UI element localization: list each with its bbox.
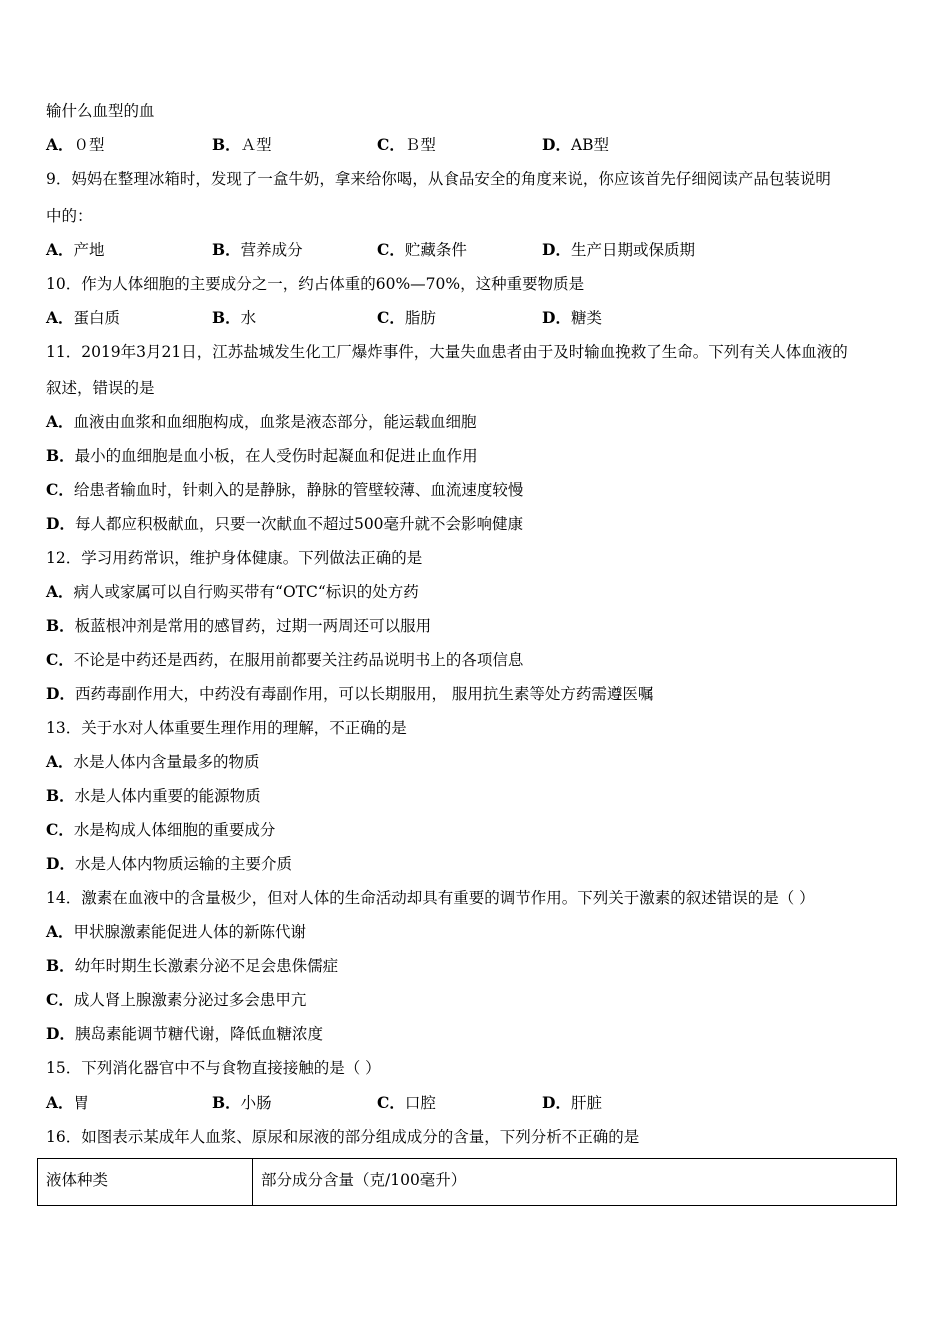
question-12-option-a: A．病人或家属可以自行购买带有“OTC“标识的处方药 xyxy=(46,582,419,601)
question-9-continuation: 中的： xyxy=(46,207,93,225)
option-a: A．蛋白质 xyxy=(46,308,121,327)
question-13-option-d: D．水是人体内物质运输的主要介质 xyxy=(46,854,292,873)
option-b: B．营养成分 xyxy=(212,240,303,259)
option-b: B．Ａ型 xyxy=(212,135,272,154)
option-d: D．AB型 xyxy=(542,135,610,154)
question-12-option-d: D．西药毒副作用大，中药没有毒副作用，可以长期服用， 服用抗生素等处方药需遵医嘱 xyxy=(46,684,654,703)
question-13-option-b: B．水是人体内重要的能源物质 xyxy=(46,786,261,805)
question-16: 16．如图表示某成年人血浆、原尿和尿液的部分组成成分的含量，下列分析不正确的是 xyxy=(46,1128,640,1146)
question-10: 10．作为人体细胞的主要成分之一，约占体重的60%—70%，这种重要物质是 xyxy=(46,275,585,293)
question-15: 15．下列消化器官中不与食物直接接触的是（ ） xyxy=(46,1059,381,1077)
question-12-option-b: B．板蓝根冲剂是常用的感冒药，过期一两周还可以服用 xyxy=(46,616,432,635)
option-d: D．肝脏 xyxy=(542,1093,602,1112)
question-11-option-c: C．给患者输血时，针刺入的是静脉，静脉的管壁较薄、血流速度较慢 xyxy=(46,480,524,499)
option-c: C．口腔 xyxy=(377,1093,436,1112)
question-14-option-b: B．幼年时期生长激素分泌不足会患侏儒症 xyxy=(46,956,339,975)
question-14-option-d: D．胰岛素能调节糖代谢，降低血糖浓度 xyxy=(46,1024,323,1043)
question-14-option-c: C．成人肾上腺激素分泌过多会患甲亢 xyxy=(46,990,307,1009)
question-12-option-c: C．不论是中药还是西药，在服用前都要关注药品说明书上的各项信息 xyxy=(46,650,524,669)
option-c: C．贮藏条件 xyxy=(377,240,467,259)
question-11-continuation: 叙述，错误的是 xyxy=(46,379,155,397)
composition-table xyxy=(37,1158,897,1206)
option-a: A．０型 xyxy=(46,135,105,154)
option-a: A．产地 xyxy=(46,240,105,259)
question-11-option-d: D．每人都应积极献血，只要一次献血不超过500毫升就不会影响健康 xyxy=(46,514,524,533)
question-13: 13．关于水对人体重要生理作用的理解，不正确的是 xyxy=(46,719,407,737)
question-8-continuation: 输什么血型的血 xyxy=(46,102,155,120)
option-b: B．水 xyxy=(212,308,257,327)
question-14: 14．激素在血液中的含量极少，但对人体的生命活动却具有重要的调节作用。下列关于激素的叙述错误的是（ ） xyxy=(46,889,815,907)
question-12: 12．学习用药常识，维护身体健康。下列做法正确的是 xyxy=(46,549,423,567)
option-c: C．脂肪 xyxy=(377,308,436,327)
table-row xyxy=(38,1159,897,1206)
option-d: D．糖类 xyxy=(542,308,602,327)
question-11-option-b: B．最小的血细胞是血小板，在人受伤时起凝血和促进止血作用 xyxy=(46,446,478,465)
question-9: 9．妈妈在整理冰箱时，发现了一盒牛奶，拿来给你喝，从食品安全的角度来说，你应该首先仔细阅读产品包装说明 xyxy=(46,170,831,188)
question-13-option-c: C．水是构成人体细胞的重要成分 xyxy=(46,820,276,839)
table-header-fluid-type: 液体种类 xyxy=(38,1159,253,1206)
option-d: D．生产日期或保质期 xyxy=(542,240,695,259)
option-b: B．小肠 xyxy=(212,1093,272,1112)
table-header-composition: 部分成分含量（克/100毫升） xyxy=(253,1159,897,1206)
question-11-option-a: A．血液由血浆和血细胞构成，血浆是液态部分，能运载血细胞 xyxy=(46,412,477,431)
question-14-option-a: A．甲状腺激素能促进人体的新陈代谢 xyxy=(46,922,307,941)
option-c: C．Ｂ型 xyxy=(377,135,436,154)
question-13-option-a: A．水是人体内含量最多的物质 xyxy=(46,752,260,771)
option-a: A．胃 xyxy=(46,1093,90,1112)
question-11: 11．2019年3月21日，江苏盐城发生化工厂爆炸事件，大量失血患者由于及时输血挽救了生命。下列有关人体血液的 xyxy=(46,343,848,361)
